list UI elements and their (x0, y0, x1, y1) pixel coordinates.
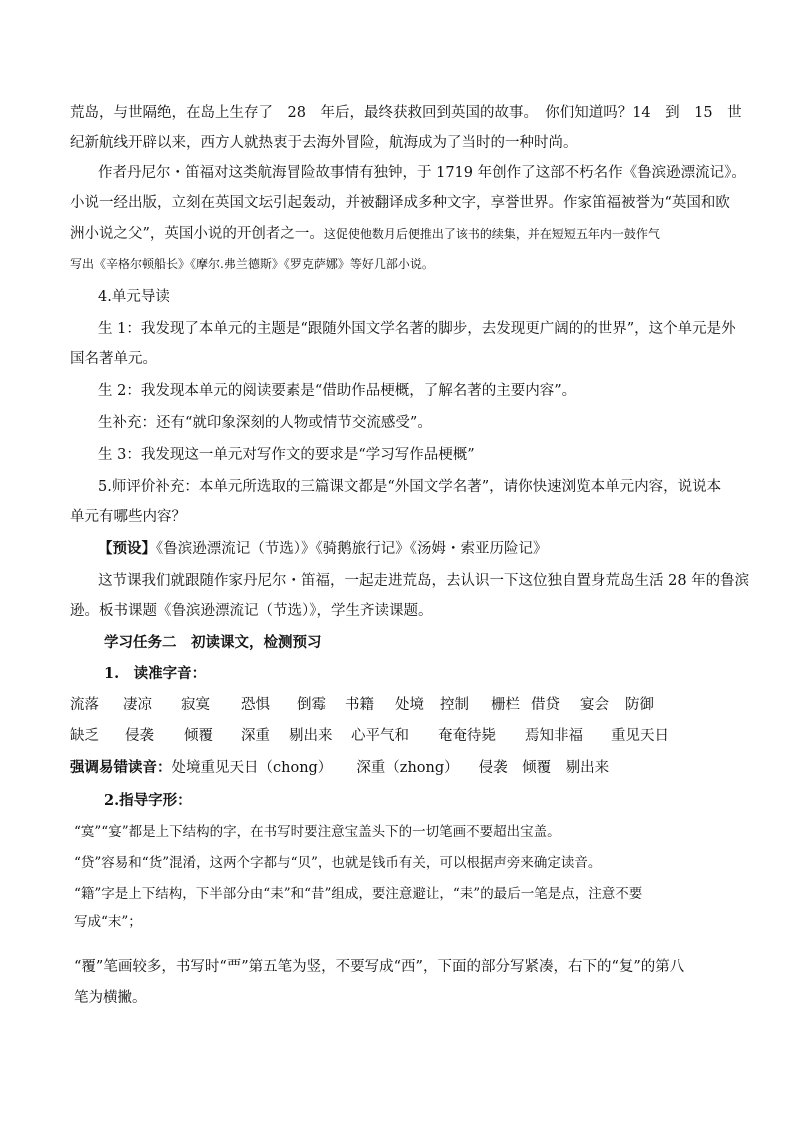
word-item: 恐惧 (241, 697, 270, 713)
word-item: 重见天日 (611, 728, 669, 744)
task-2-sub-2: 2.指导字形： (104, 792, 192, 809)
glyph-guide-3b: 写成“末”； (74, 914, 142, 930)
word-item: 凄凉 (123, 697, 152, 713)
glyph-guide-4a: “覆”笔画较多，书写时“覀”第五笔为竖，不要写成“西”，下面的部分写紧凑，右下的“复”的第八 (74, 959, 685, 975)
preset-line (98, 539, 548, 559)
emphasis-text-3: 侵袭 倾覆 剔出来 (478, 760, 610, 776)
word-item: 处境 (395, 697, 424, 713)
section-5-line-a: 5.师评价补充：本单元所选取的三篇课文都是“外国文学名著”，请你快速浏览本单元内容，说说本 (98, 479, 722, 495)
word-item: 缺乏 (70, 728, 99, 744)
task-2-sub-1: 1. 读准字音： (104, 665, 207, 682)
emphasis-text-2: 深重（zhong） (356, 760, 459, 776)
section-4-heading: 4.单元导读 (98, 289, 170, 305)
intro-line-2: 纪新航线开辟以来，西方人就热衷于去海外冒险，航海成为了当时的一种时尚。 (70, 135, 578, 151)
word-item: 焉知非福 (525, 728, 583, 744)
word-item: 栅栏 (491, 697, 520, 713)
word-item: 奄奄待毙 (438, 728, 496, 744)
intro-line-4: 小说一经出版，立刻在英国文坛引起轰动，并被翻译成多种文字，享誉世界。作家笛福被誉为“英国和欧 (70, 195, 730, 211)
glyph-guide-3a: “籍”字是上下结构，下半部分由“耒”和“昔”组成，要注意避让，“耒”的最后一笔是点，注意不要 (74, 886, 643, 902)
intro-line-5 (70, 224, 660, 244)
word-item: 寂寞 (181, 697, 210, 713)
glyph-guide-2: “贷”容易和“货”混淆，这两个字都与“贝”，也就是钱币有关，可以根据声旁来确定读音。 (74, 855, 602, 871)
word-item: 侵袭 (125, 728, 154, 744)
word-item: 控制 (440, 697, 469, 713)
word-item: 心平气和 (351, 728, 409, 744)
lesson-line-b: 逊。板书课题《鲁滨逊漂流记（节选）》，学生齐读课题。 (70, 603, 433, 619)
section-5-line-b: 单元有哪些内容？ (70, 509, 186, 525)
student-3-line: 生 3：我发现这一单元对写作文的要求是“学习写作品梗概” (98, 447, 475, 463)
intro-line-5a: 洲小说之父”，英国小说的开创者之一。 (70, 226, 324, 242)
student-2-line: 生 2：我发现本单元的阅读要素是“借助作品梗概，了解名著的主要内容”。 (98, 383, 577, 399)
word-item: 宴会 (580, 697, 609, 713)
glyph-guide-1: “寞”“宴”都是上下结构的字，在书写时要注意宝盖头下的一切笔画不要超出宝盖。 (74, 824, 561, 840)
word-item: 流落 (70, 697, 99, 713)
intro-line-6: 写出《辛格尔顿船长》《摩尔.弗兰德斯》《罗克萨娜》等好几部小说。 (70, 257, 434, 271)
word-item: 书籍 (345, 697, 374, 713)
intro-line-1: 荒岛，与世隔绝，在岛上生存了 28 年后，最终获救回到英国的故事。 你们知道吗？14 到 15 世 (70, 105, 742, 121)
intro-line-3: 作者丹尼尔・笛福对这类航海冒险故事情有独钟，于 1719 年创作了这部不朽名作《鲁滨逊漂流记》。 (98, 165, 746, 181)
word-item: 深重 (241, 728, 270, 744)
task-2-heading: 学习任务二 初读课文，检测预习 (104, 634, 322, 651)
word-item: 倾覆 (184, 728, 213, 744)
emphasis-line (70, 758, 609, 778)
word-item: 防御 (625, 697, 654, 713)
word-item: 剔出来 (289, 728, 333, 744)
preset-text: 《鲁滨逊漂流记（节选）》《骑鹅旅行记》《汤姆・索亚历险记》 (156, 541, 548, 557)
word-item: 借贷 (531, 697, 560, 713)
intro-line-5b: 这促使他数月后便推出了该书的续集，并在短短五年内一鼓作气 (323, 227, 660, 241)
glyph-guide-4b: 笔为横撇。 (74, 990, 147, 1006)
student-supplement-line: 生补充：还有“就印象深刻的人物或情节交流感受”。 (98, 415, 432, 431)
word-item: 倒霉 (297, 697, 326, 713)
lesson-line-a: 这节课我们就跟随作家丹尼尔・笛福，一起走进荒岛，去认识一下这位独自置身荒岛生活 28 年的鲁滨 (98, 573, 750, 589)
student-1-line-a: 生 1：我发现了本单元的主题是“跟随外国文学名著的脚步，去发现更广阔的的世界”，这个单元是外 (98, 321, 736, 337)
preset-tag: 【预设】 (98, 540, 156, 557)
student-1-line-b: 国名著单元。 (70, 351, 157, 367)
emphasis-label: 强调易错读音： (70, 759, 172, 776)
emphasis-text-1: 处境重见天日（chong） (171, 760, 333, 776)
